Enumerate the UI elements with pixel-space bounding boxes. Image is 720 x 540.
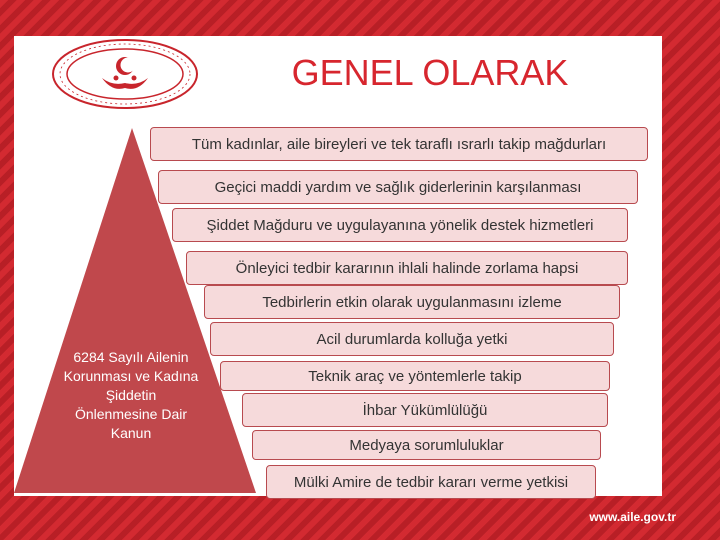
list-item: Teknik araç ve yöntemlerle takip	[220, 361, 610, 391]
footer-url: www.aile.gov.tr	[589, 510, 676, 524]
list-item: Geçici maddi yardım ve sağlık giderlerinin karşılanması	[158, 170, 638, 204]
list-item: Şiddet Mağduru ve uygulayanına yönelik destek hizmetleri	[172, 208, 628, 242]
slide-title: GENEL OLARAK	[291, 52, 569, 93]
pyramid-label: 6284 Sayılı Ailenin Korunması ve Kadına Şiddetin Önlenmesine Dair Kanun	[63, 349, 199, 441]
list-item: Medyaya sorumluluklar	[252, 430, 601, 460]
list-item: Önleyici tedbir kararının ihlali halinde zorlama hapsi	[186, 251, 628, 285]
list-item: Tüm kadınlar, aile bireyleri ve tek taraflı ısrarlı takip mağdurları	[150, 127, 648, 161]
list-item: Tedbirlerin etkin olarak uygulanmasını izleme	[204, 285, 620, 319]
list-item: İhbar Yükümlülüğü	[242, 393, 608, 427]
list-item: Mülki Amire de tedbir kararı verme yetkisi	[266, 465, 596, 499]
list-item: Acil durumlarda kolluğa yetki	[210, 322, 614, 356]
